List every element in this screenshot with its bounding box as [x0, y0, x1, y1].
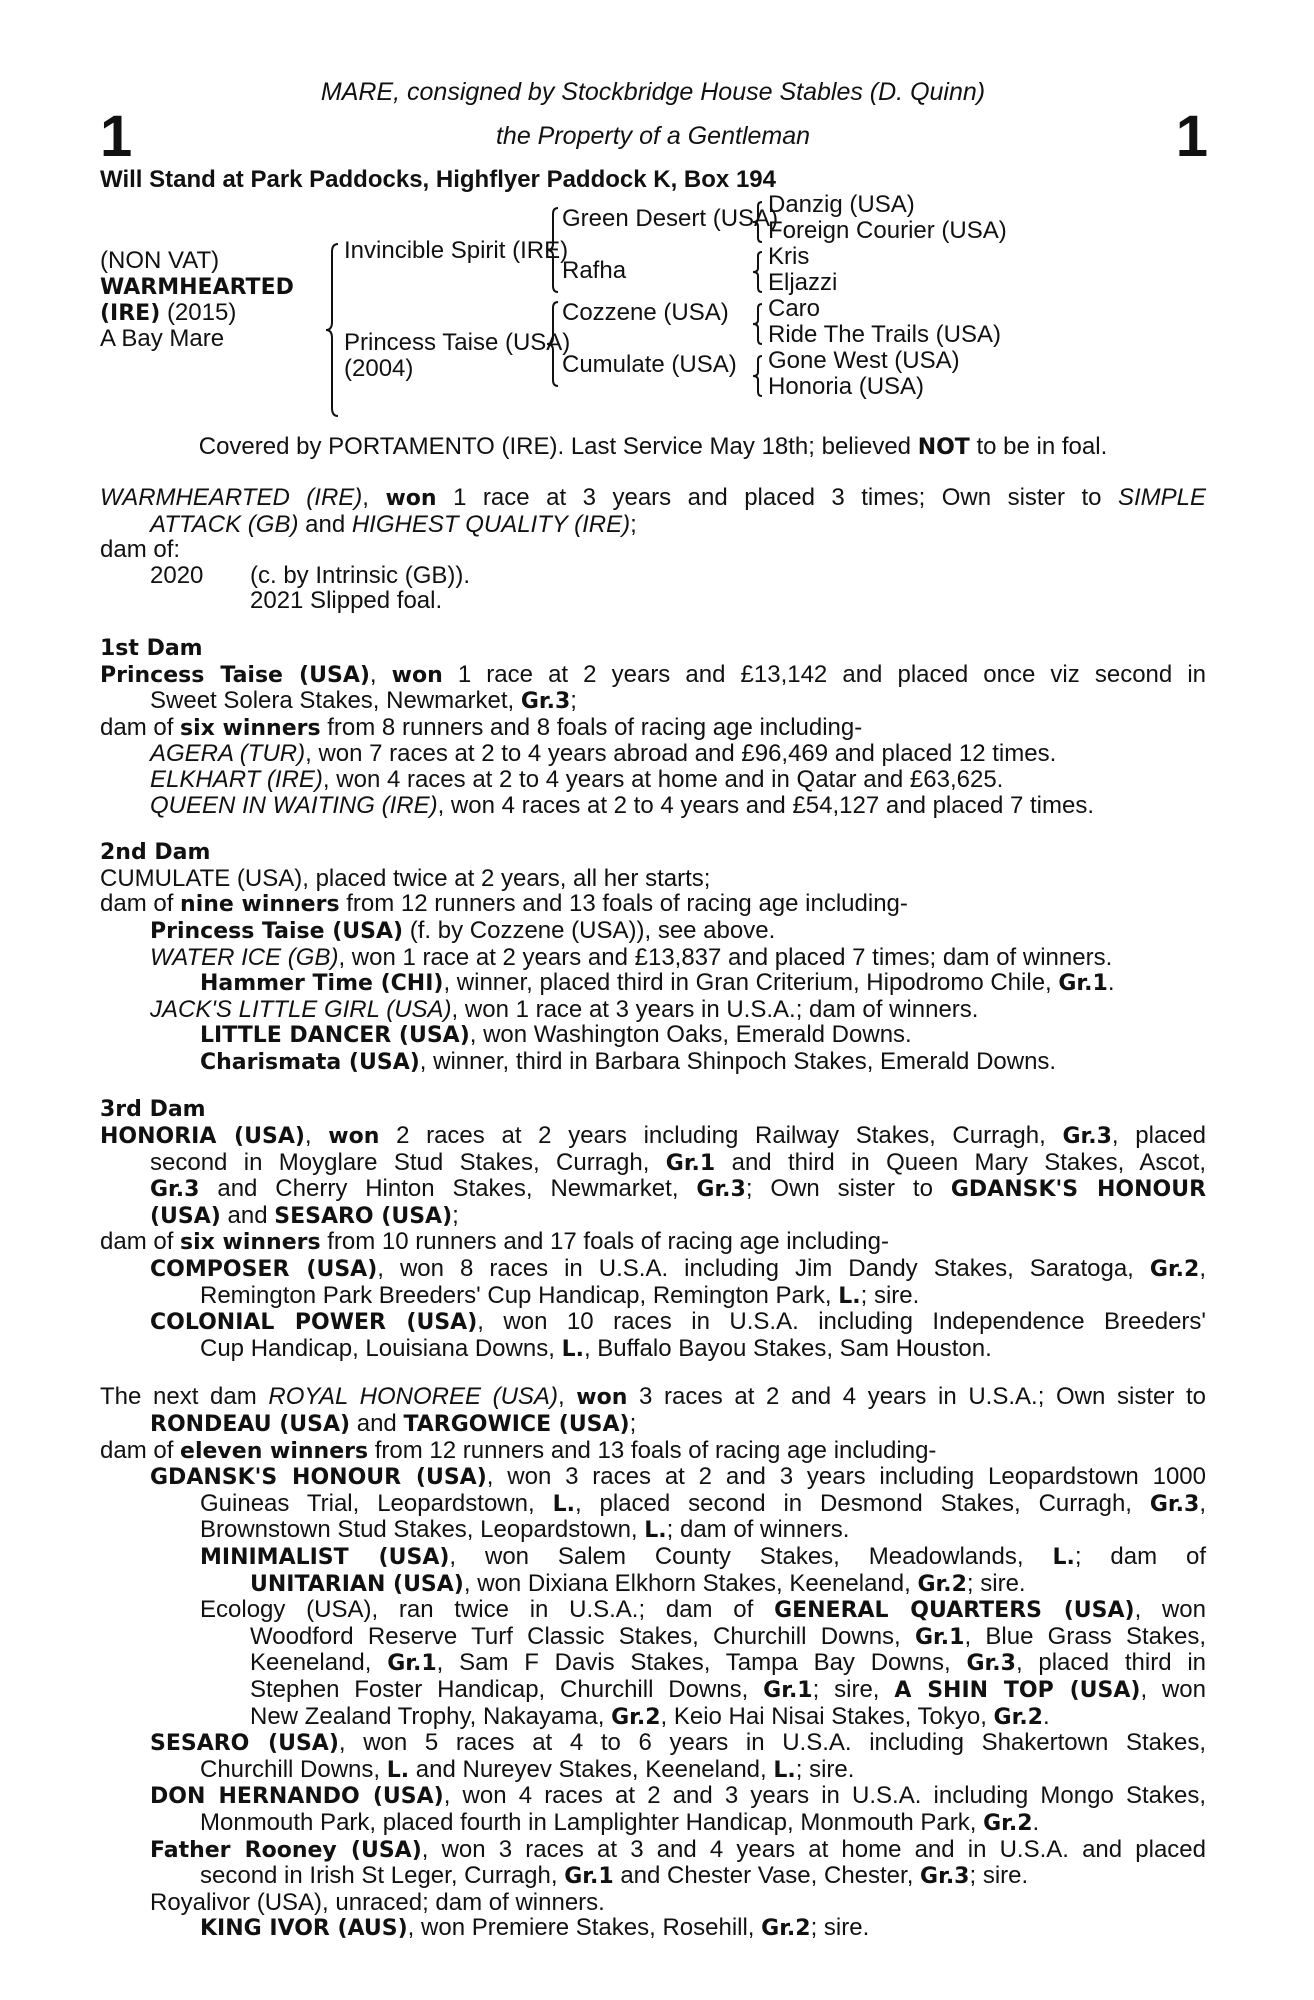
- brace-dam: [544, 300, 562, 388]
- brace-grandparents: [750, 200, 766, 420]
- intro-block: WARMHEARTED (IRE), won 1 race at 3 years and placed 3 times; Own sister to SIMPLE ATTACK (GB) and HIGHEST QUALITY (IRE); dam of: 2020 (c. by Intrinsic (GB)). 2021 Slipped foal.: [100, 484, 1206, 615]
- property-line: the Property of a Gentleman: [495, 122, 811, 150]
- dam-sire: Cozzene (USA): [562, 299, 729, 326]
- ss-sire: Danzig (USA): [768, 191, 915, 218]
- dam: Princess Taise (USA): [344, 329, 571, 356]
- covered-statement: Covered by PORTAMENTO (IRE). Last Service May 18th; believed NOT to be in foal.: [198, 433, 1108, 460]
- brace-main: [322, 242, 342, 418]
- first-dam-heading: 1st Dam: [100, 635, 203, 661]
- catalogue-page: [100, 70, 1206, 1942]
- second-dam-block: 2nd Dam CUMULATE (USA), placed twice at 2 years, all her starts; dam of nine winners from 12 runners and 13 foals of racing age including- Princess Taise (USA) (f. by Cozzene (USA)), see above. WATER ICE (GB), won 1 race at 2 years and £13,837 and placed 7 times; dam of winners. Hammer Time (CHI), winner, placed third in Gran Criterium, Hipodromo Chile, Gr.1. JACK'S LITTLE GIRL (USA), won 1 race at 3 years in U.S.A.; dam of winners. LITTLE DANCER (USA), won Washington Oaks, Emerald Downs. Charismata (USA), winner, third in Barbara Shinpoch Stakes, Emerald Downs.: [100, 840, 1206, 1075]
- third-dam-block: 3rd Dam HONORIA (USA), won 2 races at 2 years including Railway Stakes, Curragh, Gr.3, placed second in Moyglare Stud Stakes, Curragh, Gr.1 and third in Queen Mary Stakes, Ascot, Gr.3 and Cherry Hinton Stakes, Newmarket, Gr.3; Own sister to GDANSK'S HONOUR (USA) and SESARO (USA); dam of six winners from 10 runners and 17 foals of racing age including- COMPOSER (USA), won 8 races in U.S.A. including Jim Dandy Stakes, Saratoga, Gr.2, Remington Park Breeders' Cup Handicap, Remington Park, L.; sire. COLONIAL POWER (USA), won 10 races in U.S.A. including Independence Breeders' Cup Handicap, Louisiana Downs, L., Buffalo Bayou Stakes, Sam Houston.: [100, 1097, 1207, 1362]
- ds-dam: Ride The Trails (USA): [768, 321, 1001, 348]
- horse-name: WARMHEARTED: [100, 275, 294, 300]
- sire-dam: Rafha: [562, 257, 627, 284]
- second-dam-heading: 2nd Dam: [100, 840, 211, 866]
- ss-dam: Foreign Courier (USA): [768, 217, 1007, 244]
- sire-sire: Green Desert (USA): [562, 205, 779, 232]
- stand-location: Will Stand at Park Paddocks, Highflyer Paddock K, Box 194: [100, 166, 776, 193]
- ds-sire: Caro: [768, 295, 821, 322]
- dam-dam: Cumulate (USA): [562, 351, 737, 378]
- sd-dam: Eljazzi: [768, 269, 838, 296]
- horse-year: (2015): [166, 299, 237, 326]
- lot-number-right: 1: [1175, 104, 1208, 169]
- consignor-line: MARE, consigned by Stockbridge House Stables (D. Quinn): [320, 78, 986, 106]
- vat-status: (NON VAT): [100, 247, 220, 274]
- sire: Invincible Spirit (IRE): [344, 237, 569, 264]
- dd-dam: Honoria (USA): [768, 373, 925, 400]
- horse-origin: (IRE): [100, 301, 161, 326]
- brace-sire: [544, 206, 562, 294]
- next-dam-block: The next dam ROYAL HONOREE (USA), won 3 races at 2 and 4 years in U.S.A.; Own sister to RONDEAU (USA) and TARGOWICE (USA); dam of eleven winners from 12 runners and 13 foals of racing age including- GDANSK'S HONOUR (USA), won 3 races at 2 and 3 years including Leopardstown 1000 Guineas Trial, Leopardstown, L., placed second in Desmond Stakes, Curragh, Gr.3, Brownstown Stud Stakes, Leopardstown, L.; dam of winners. MINIMALIST (USA), won Salem County Stakes, Meadowlands, L.; dam of UNITARIAN (USA), won Dixiana Elkhorn Stakes, Keeneland, Gr.2; sire. Ecology (USA), ran twice in U.S.A.; dam of GENERAL QUARTERS (USA), won Woodford Reserve Turf Classic Stakes, Churchill Downs, Gr.1, Blue Grass Stakes, Keeneland, Gr.1, Sam F Davis Stakes, Tampa Bay Downs, Gr.3, placed third in Stephen Foster Handicap, Churchill Downs, Gr.1; sire, A SHIN TOP (USA), won New Zealand Trophy, Nakayama, Gr.2, Keio Hai Nisai Stakes, Tokyo, Gr.2. SESARO (USA), won 5 races at 4 to 6 years in U.S.A. including Shakertown Stakes, Churchill Downs, L. and Nureyev Stakes, Keeneland, L.; sire. DON HERNANDO (USA), won 4 races at 2 and 3 years in U.S.A. including Mongo Stakes, Monmouth Park, placed fourth in Lamplighter Handicap, Monmouth Park, Gr.2. Father Rooney (USA), won 3 races at 3 and 4 years at home and in U.S.A. and placed second in Irish St Leger, Curragh, Gr.1 and Chester Vase, Chester, Gr.3; sire. Royalivor (USA), unraced; dam of winners. KING IVOR (AUS), won Premiere Stakes, Rosehill, Gr.2; sire.: [100, 1383, 1207, 1942]
- dam-year: (2004): [344, 355, 414, 382]
- sd-sire: Kris: [768, 243, 810, 270]
- pedigree-table: [100, 191, 1206, 422]
- horse-description: A Bay Mare: [100, 325, 225, 352]
- lot-number-left: 1: [100, 104, 133, 169]
- first-dam-block: 1st Dam Princess Taise (USA), won 1 race at 2 years and £13,142 and placed once viz second in Sweet Solera Stakes, Newmarket, Gr.3; dam of six winners from 8 runners and 8 foals of racing age including- AGERA (TUR), won 7 races at 2 to 4 years abroad and £96,469 and placed 12 times. ELKHART (IRE), won 4 races at 2 to 4 years at home and in Qatar and £63,625. QUEEN IN WAITING (IRE), won 4 races at 2 to 4 years and £54,127 and placed 7 times.: [100, 635, 1206, 819]
- dd-sire: Gone West (USA): [768, 347, 960, 374]
- third-dam-heading: 3rd Dam: [100, 1097, 206, 1123]
